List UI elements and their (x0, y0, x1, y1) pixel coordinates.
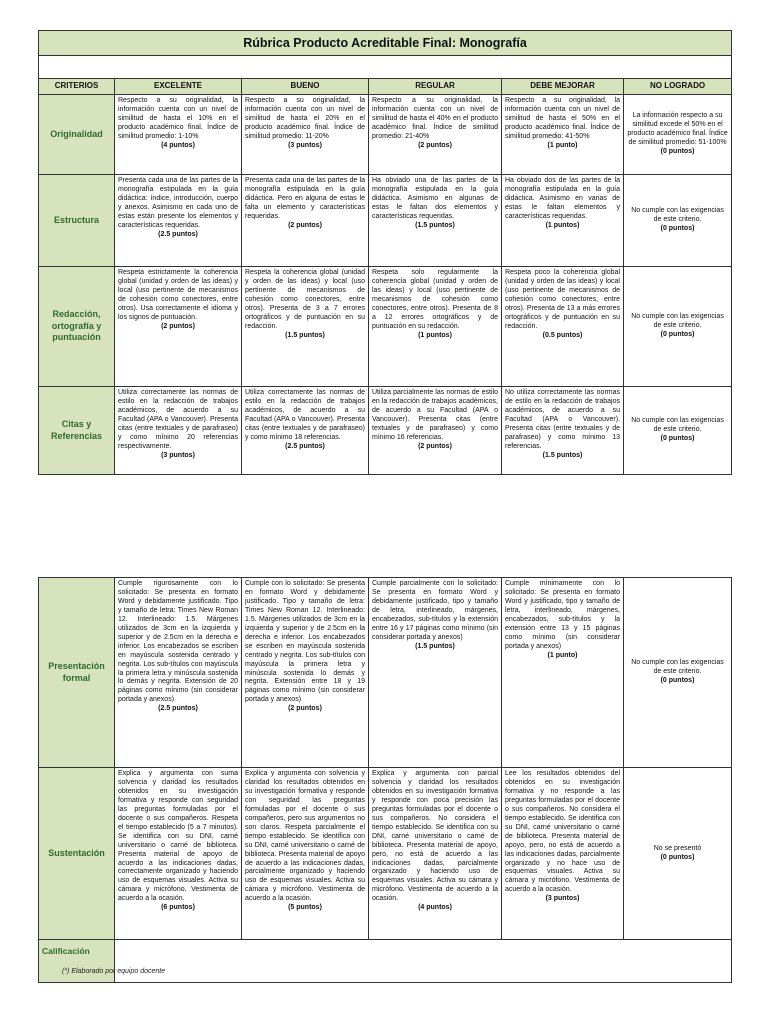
rubric-cell (115, 175, 242, 267)
rubric-cell (242, 175, 369, 267)
rubric-cell (242, 387, 369, 475)
rubric-cell (624, 267, 732, 387)
cell-description: Respeta poco la coherencia global (unidad y orden de las ideas) y local (uso pertinente de mecanismos de cohesión como conectores, entre otros). Presenta de 13 a más errores ortográficos y de puntuación en su redacción. (505, 269, 620, 330)
cell-description: Lee los resultados obtenidos del obtenidos en su investigación formativa y no responde a las preguntas formuladas por el docente o sus compañeros. No considera el tiempo establecido. Se identifica con su DNI, carné universitario o carné de biblioteca. Presenta material de apoyo, pero, no está de acuerdo a las indicaciones dadas, parcialmente organizado y no hace uso de esquemas visuales. Activa su cámara y micrófono. Vestimenta de acuerdo a la ocasión. (505, 770, 620, 894)
criterion-label: Sustentación (39, 768, 115, 940)
rubric-cell (624, 768, 732, 940)
cell-points: (1.5 puntos) (285, 331, 325, 339)
cell-points: (0 puntos) (660, 148, 695, 156)
header-regular: REGULAR (369, 79, 502, 95)
cell-points: (0 puntos) (660, 853, 695, 861)
rubric-cell (115, 267, 242, 387)
rubric-cell (502, 768, 624, 940)
cell-points: (1.5 puntos) (542, 451, 583, 459)
footnote: (*) Elaborado por equipo docente (62, 968, 166, 975)
rubric-cell (115, 387, 242, 475)
header-row (39, 79, 732, 95)
criterion-label: Presentación formal (39, 578, 115, 768)
rubric-cell (369, 95, 502, 175)
cell-description: Ha obviado una de las partes de la monografía estipulada en la guía didáctica. Asimismo en algunas de estas le faltan dos elementos y características requeridas. (372, 177, 498, 221)
cell-description: La información respecto a su similitud excede el 50% en el producto académico final. Índice de similitud promedio: 51-100% (627, 112, 728, 147)
cell-points: (2.5 puntos) (158, 230, 198, 238)
header-debe-mejorar: DEBE MEJORAR (502, 79, 624, 95)
rubric-cell (242, 95, 369, 175)
rubric-body-bottom (39, 578, 732, 940)
cell-description: Respecto a su originalidad, la información cuenta con un nivel de similitud de hasta el 20% en el producto académico final. Índice de similitud promedio: 11-20% (245, 97, 365, 141)
rubric-cell (115, 578, 242, 768)
blank-row (39, 56, 732, 79)
cell-description: No cumple con las exigencias de este criterio. (631, 417, 724, 434)
cell-points: (1 puntos) (545, 222, 580, 229)
rubric-row (39, 175, 732, 267)
cell-points: (0 puntos) (660, 331, 695, 339)
cell-description: No utiliza correctamente las normas de estilo en la redacción de trabajos académicos, de acuerdo a su Facultad (APA o Vancouver). Presenta citas (entre textuales y de parafraseo) y como mínimo 13 referencias. (505, 389, 620, 450)
rubric-cell (369, 768, 502, 940)
rubric-cell (115, 768, 242, 940)
rubric-cell (502, 267, 624, 387)
rubric-cell (242, 768, 369, 940)
criterion-label: Citas y Referencias (39, 387, 115, 475)
cell-description: No se presentó (653, 844, 702, 852)
rubric-cell (115, 95, 242, 175)
rubric-cell (369, 267, 502, 387)
cell-description: No cumple con las exigencias de este criterio. (631, 659, 724, 676)
cell-description: Utiliza parcialmente las normas de estilo en la redacción de trabajos académicos, de acuerdo a su Facultad (APA o Vancouver). Presenta citas (entre textuales y de parafraseo) y como mínimo 16 referencias. (372, 389, 498, 441)
rubric-table-bottom (38, 577, 732, 983)
cell-description: Explica y argumenta con parcial solvencia y claridad los resultados obtenidos en su investigación formativa y responde con poca precisión las preguntas formuladas por el docente o sus compañeros. No considera el tiempo establecido. Se identifica con su DNI, carné universitario o carné de biblioteca. Presenta material de apoyo, pero, no está de acuerdo a las indicaciones dadas, parcialmente organizado y haciendo uso de esquemas visuales. Activa su cámara y micrófono. Vestimenta de acuerdo a la ocasión. (372, 770, 498, 903)
cell-points: (5 puntos) (288, 904, 322, 912)
criterion-label: Estructura (39, 175, 115, 267)
cell-description: Respecto a su originalidad, la información cuenta con un nivel de similitud de hasta el 40% en el producto académico final. Índice de similitud promedio: 21-40% (372, 97, 498, 141)
criterion-label: Redacción, ortografía y puntuación (39, 267, 115, 387)
rubric-body-top (39, 95, 732, 475)
header-criterios: CRITERIOS (39, 79, 115, 95)
rubric-cell (624, 175, 732, 267)
rubric-row (39, 387, 732, 475)
rubric-cell (624, 387, 732, 475)
cell-points: (2 puntos) (288, 222, 322, 229)
header-no-logrado: NO LOGRADO (624, 79, 732, 95)
rubric-title: Rúbrica Producto Acreditable Final: Monografía (39, 31, 732, 56)
cell-points: (4 puntos) (161, 142, 195, 149)
cell-description: No cumple con las exigencias de este criterio. (631, 207, 724, 224)
cell-description: Explica y argumenta con suma solvencia y claridad los resultados obtenidos en su investigación formativa y responde con seguridad las preguntas formuladas por el docente o sus compañeros. Respeta el tiempo establecido (5 a 7 minutos). Se identifica con su DNI, carné universitario o carné de biblioteca. Presenta material de apoyo de acuerdo a las indicaciones dadas, correctamente organizado y haciendo uso de esquemas visuales. Activa su cámara y micrófono. Vestimenta de acuerdo a la ocasión. (118, 770, 238, 903)
cell-description: Cumple mínimamente con lo solicitado: Se presenta en formato Word y justificado, tipo y tamaño de letra, interlineado, márgenes, encabezados, sub-títulos y la extensión entre 13 y 15 páginas como mínimo (sin considerar portada y anexos) (505, 580, 620, 650)
cell-points: (2 puntos) (418, 142, 452, 149)
cell-description: Cumple con lo solicitado: Se presenta en formato Word y debidamente justificado. Tipo y tamaño de letra: Times New Roman 12. Interlineado: 1.5. Márgenes utilizados de 3cm en la izquierda y superior y de 2.5cm en la derecha e inferior. Los encabezados se escriben en mayúscula sostenida centrado y negrita. Los sub-títulos con mayúscula la primera letra y minúscula sostenida lo demás y negrita. Extensión entre 18 y 19 páginas como mínimo (sin considerar portada y anexos) (245, 580, 365, 704)
rubric-table-top (38, 30, 732, 475)
cell-points: (1 punto) (547, 142, 578, 149)
cell-points: (2 puntos) (288, 705, 322, 713)
rubric-cell (502, 387, 624, 475)
cell-description: Presenta cada una de las partes de la monografía estipulada en la guía didáctica. Pero en alguna de estas le falta un elemento y características requeridas. (245, 177, 365, 221)
rubric-row (39, 768, 732, 940)
rubric-cell (624, 95, 732, 175)
rubric-cell (369, 578, 502, 768)
cell-points: (2.5 puntos) (158, 705, 198, 713)
cell-description: Cumple parcialmente con lo solicitado: Se presenta en formato Word y debidamente justificado, tipo y tamaño de letra, interlineado, márgenes, encabezados, sub-títulos y la extensión entre 16 y 17 páginas como mínimo (sin considerar portada y anexos) (372, 580, 498, 641)
cell-points: (3 puntos) (288, 142, 322, 149)
rubric-row (39, 95, 732, 175)
cell-description: Respecto a su originalidad, la información cuenta con un nivel de similitud de hasta el 50% en el producto académico final. Índice de similitud promedio: 41-50% (505, 97, 620, 141)
cell-description: Utiliza correctamente las normas de estilo en la redacción de trabajos académicos, de acuerdo a su Facultad (APA o Vancouver). Presenta citas (entre textuales y de parafraseo) y como mínimo 20 referencias respectivamente. (118, 389, 238, 450)
cell-points: (2 puntos) (418, 442, 452, 450)
cell-points: (1.5 puntos) (415, 642, 455, 650)
rubric-cell (502, 95, 624, 175)
rubric-row (39, 578, 732, 768)
cell-points: (6 puntos) (161, 904, 195, 912)
cell-description: Utiliza correctamente las normas de estilo en la redacción de trabajos académicos, de acuerdo a su Facultad (APA o Vancouver). Presenta citas (entre textuales y de parafraseo) y como mínimo 18 referencias. (245, 389, 365, 441)
rubric-cell (369, 175, 502, 267)
cell-description: Ha obviado dos de las partes de la monografía estipulada en la guía didáctica. Asimismo en varias de estas le faltan elementos y características requeridas. (505, 177, 620, 221)
cell-points: (1.5 puntos) (415, 222, 455, 229)
cell-description: Cumple rigurosamente con lo solicitado: Se presenta en formato Word y debidamente justificado. Tipo y tamaño de letra: Times New Roman 12. Interlineado: 1.5. Márgenes utilizados de 3cm en la izquierda y superior y de 2.5cm en la derecha e inferior. Los encabezados se escriben en mayúscula sostenida centrado y negrita. Los sub-títulos con mayúscula la primera letra y minúscula sostenida lo demás y negrita. Extensión de 20 páginas como mínimo (sin considerar portada y anexos) (118, 580, 238, 704)
cell-points: (2 puntos) (161, 322, 195, 330)
rubric-cell (242, 267, 369, 387)
criterion-label: Originalidad (39, 95, 115, 175)
cell-points: (0.5 puntos) (542, 331, 583, 339)
calificacion-label: Calificación (39, 940, 115, 983)
rubric-row (39, 267, 732, 387)
calificacion-row (39, 940, 732, 983)
rubric-cell (624, 578, 732, 768)
cell-points: (3 puntos) (161, 451, 195, 459)
rubric-cell (502, 578, 624, 768)
rubric-cell (502, 175, 624, 267)
cell-description: Presenta cada una de las partes de la monografía estipulada en la guía didáctica: índice, introducción, cuerpo y anexos. Asimismo en cada uno de estas están presente los elementos y características requeridas. (118, 177, 238, 229)
cell-description: Respeta la coherencia global (unidad y orden de las ideas) y local (uso pertinente de mecanismos de cohesión como conectores, entre otros). Presenta de 3 a 7 errores ortográficos y de puntuación en su redacción. (245, 269, 365, 330)
cell-description: Respeta estrictamente la coherencia global (unidad y orden de las ideas) y local (uso pertinente de mecanismos de cohesión como conectores, entre otros). Usa correctamente el idioma y los signos de puntuación. (118, 269, 238, 321)
cell-description: No cumple con las exigencias de este criterio. (631, 313, 724, 330)
cell-points: (2.5 puntos) (285, 442, 325, 450)
cell-points: (0 puntos) (660, 225, 695, 233)
rubric-cell (369, 387, 502, 475)
cell-points: (0 puntos) (660, 435, 695, 443)
cell-points: (4 puntos) (418, 904, 452, 912)
rubric-cell (242, 578, 369, 768)
cell-description: Respecto a su originalidad, la información cuenta con un nivel de similitud de hasta el 10% en el producto académico final. Índice de similitud promedio: 1-10% (118, 97, 238, 141)
cell-description: Explica y argumenta con solvencia y claridad los resultados obtenidos en su investigación formativa y responde con seguridad las preguntas formuladas por el docente o sus compañeros, pero sus argumentos no son claros. Respeta parcialmente el tiempo establecido. Se identifica con su DNI, carné universitario o carné de biblioteca. Presenta material de apoyo de acuerdo a las indicaciones dadas, parcialmente organizado y haciendo uso de esquemas visuales. Activa su cámara y micrófono. Vestimenta de acuerdo a la ocasión. (245, 770, 365, 903)
header-bueno: BUENO (242, 79, 369, 95)
cell-points: (0 puntos) (660, 676, 695, 684)
header-excelente: EXCELENTE (115, 79, 242, 95)
cell-description: Respeta solo regularmente la coherencia global (unidad y orden de las ideas) y local (uso pertinente de mecanismos de cohesión como conectores, entre otros). Presenta de 8 a 12 errores ortográficos y de puntuación en su redacción. (372, 269, 498, 330)
calificacion-value (115, 940, 732, 983)
cell-points: (1 puntos) (418, 331, 452, 339)
cell-points: (3 puntos) (545, 895, 580, 903)
cell-points: (1 punto) (547, 651, 578, 659)
